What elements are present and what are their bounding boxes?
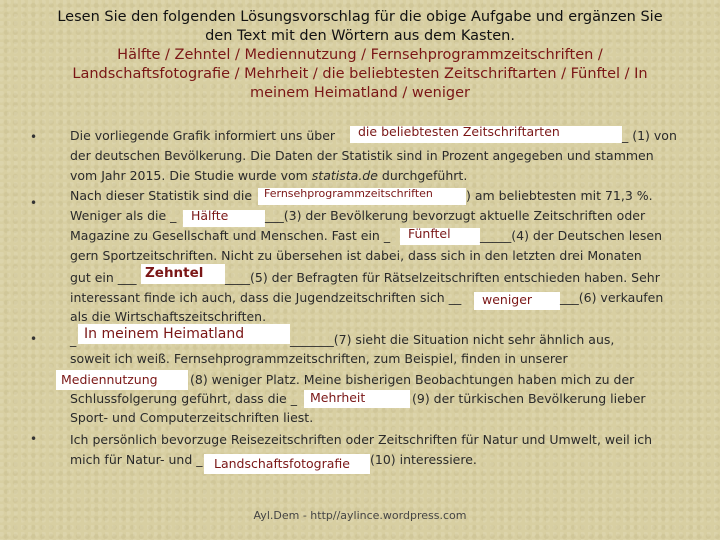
- word-box-line: Hälfte / Zehntel / Mediennutzung / Fernsehprogrammzeitschriften /: [117, 47, 603, 63]
- text-line: soweit ich weiß. Fernsehprogrammzeitschriften, zum Beispiel, finden in unserer: [70, 351, 568, 366]
- instruction-line: Lesen Sie den folgenden Lösungsvorschlag für die obige Aufgabe und ergänzen Sie: [57, 9, 663, 25]
- word-box-line: Landschaftsfotografie / Mehrheit / die beliebtesten Zeitschriftarten / Fünftel / In: [72, 66, 648, 82]
- text-line: ) am beliebtesten mit 71,3 %.: [466, 188, 653, 203]
- text-line: gern Sportzeitschriften. Nicht zu übersehen ist dabei, dass sich in den letzten drei Monaten: [70, 248, 642, 263]
- text-line: Magazine zu Gesellschaft und Menschen. Fast ein _: [70, 228, 391, 243]
- instruction-line: den Text mit den Wörtern aus dem Kasten.: [205, 28, 515, 44]
- text-line: als die Wirtschaftszeitschriften.: [70, 309, 267, 324]
- answer-8: Mediennutzung: [56, 370, 188, 390]
- text-line: der deutschen Bevölkerung. Die Daten der Statistik sind in Prozent angegeben und stammen: [70, 148, 654, 163]
- text-line: _ (1) von: [622, 128, 677, 143]
- bullet: •: [30, 130, 38, 144]
- text-line: vom Jahr 2015. Die Studie wurde vom statista.de durchgeführt.: [70, 168, 468, 183]
- text-line: _____(4) der Deutschen lesen: [480, 228, 662, 243]
- text-line: Ich persönlich bevorzuge Reisezeitschriften oder Zeitschriften für Natur und Umwelt, weil ich: [70, 432, 653, 447]
- instructions: [40, 8, 680, 103]
- answer-7: In meinem Heimatland: [78, 324, 290, 344]
- text-line: ___(3) der Bevölkerung bevorzugt aktuelle Zeitschriften oder: [265, 208, 646, 223]
- answer-10: Landschaftsfotografie: [204, 454, 370, 474]
- text-line: Die vorliegende Grafik informiert uns über: [70, 128, 336, 143]
- answer-3: Hälfte: [183, 210, 265, 227]
- text-line: Nach dieser Statistik sind die: [70, 188, 253, 203]
- text-line: Sport- und Computerzeitschriften liest.: [70, 410, 314, 425]
- text-line: (8) weniger Platz. Meine bisherigen Beobachtungen haben mich zu der: [190, 372, 635, 387]
- answer-6: weniger: [474, 292, 560, 310]
- text-line: gut ein ___: [70, 270, 137, 285]
- text-line: Weniger als die _: [70, 208, 177, 223]
- text-line: _______(7) sieht die Situation nicht sehr ähnlich aus,: [290, 332, 615, 347]
- footer-credit: Ayl.Dem - http//aylince.wordpress.com: [253, 509, 467, 522]
- text-line: (9) der türkischen Bevölkerung lieber: [412, 391, 646, 406]
- bullet: •: [30, 432, 38, 446]
- text-line: Schlussfolgerung geführt, dass die _: [70, 391, 297, 406]
- text-line: interessant finde ich auch, dass die Jugendzeitschriften sich __: [70, 290, 462, 305]
- answer-1: die beliebtesten Zeitschriftarten: [350, 126, 622, 143]
- answer-5: Zehntel: [141, 264, 225, 284]
- text-line: _: [70, 332, 77, 347]
- bullet: •: [30, 196, 38, 210]
- answer-2: Fernsehprogrammzeitschriften: [258, 188, 466, 205]
- text-line: ____(5) der Befragten für Rätselzeitschriften entschieden haben. Sehr: [225, 270, 660, 285]
- text-line: mich für Natur- und _: [70, 452, 203, 467]
- answer-4: Fünftel: [400, 228, 480, 245]
- text-line: ___(6) verkaufen: [560, 290, 664, 305]
- bullet: •: [30, 332, 38, 346]
- answer-9: Mehrheit: [304, 390, 410, 408]
- text-line: (10) interessiere.: [370, 452, 477, 467]
- word-box-line: meinem Heimatland / weniger: [250, 85, 470, 101]
